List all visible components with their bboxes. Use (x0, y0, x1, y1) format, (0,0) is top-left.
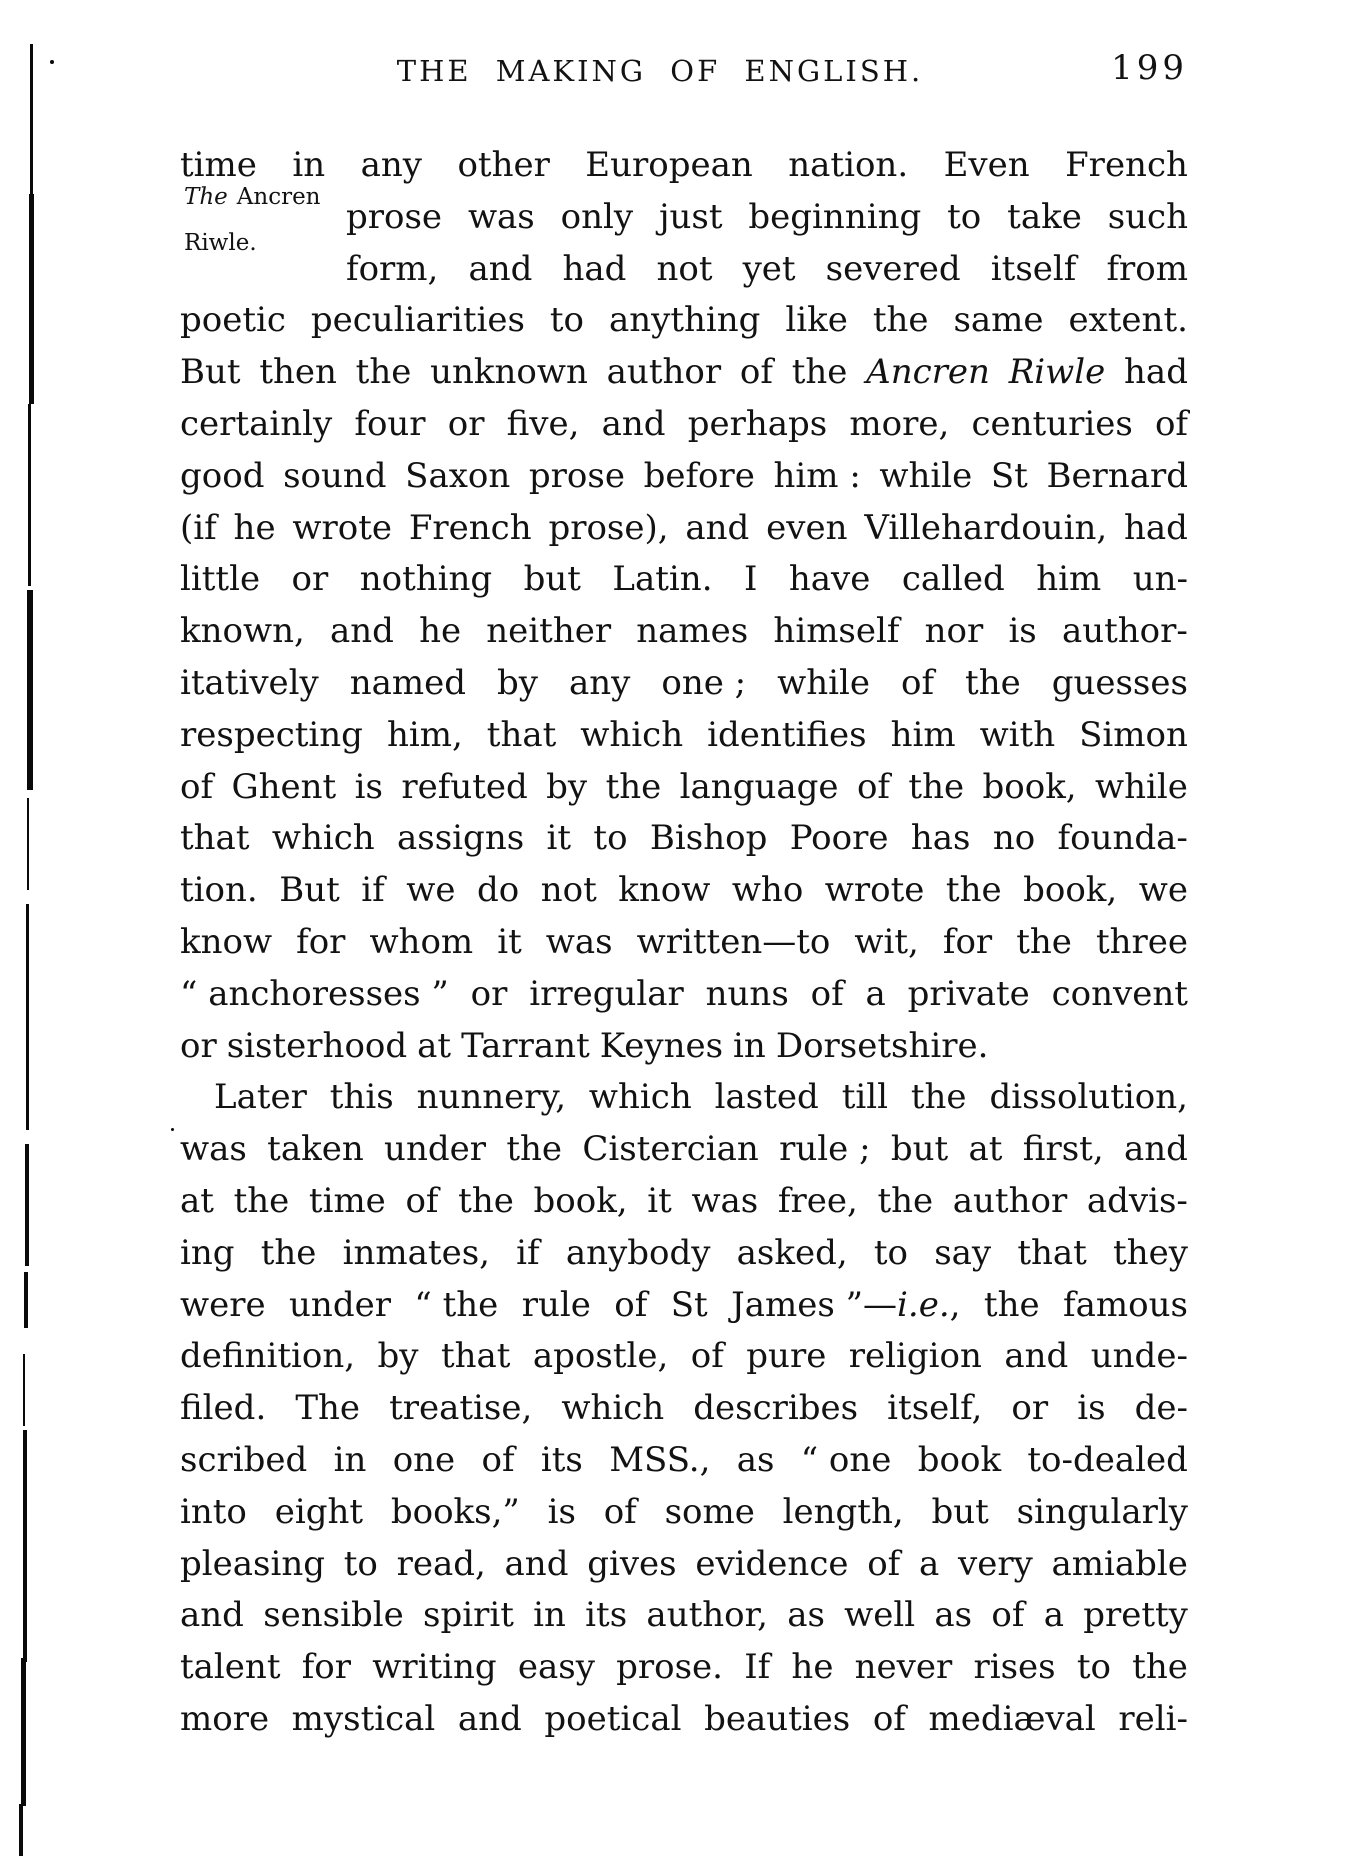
text-line: certainly four or five, and perhaps more, centuries of (180, 403, 1188, 444)
text-line: prose was only just beginning to take such (346, 196, 1188, 237)
text-line: pleasing to read, and gives evidence of a very amiable (180, 1543, 1188, 1584)
body-text-block (180, 140, 1188, 1746)
text-line: or sisterhood at Tarrant Keynes in Dorsetshire. (180, 1025, 989, 1066)
text-line: ing the inmates, if anybody asked, to say that they (180, 1232, 1188, 1273)
text-line: filed. The treatise, which describes itself, or is de- (180, 1388, 1188, 1429)
text-line: But then the unknown author of the Ancren Riwle had (180, 352, 1188, 393)
text-line: that which assigns it to Bishop Poore has no founda- (180, 818, 1188, 859)
text-line: time in any other European nation. Even French (180, 145, 1188, 185)
text-line: was taken under the Cistercian rule ; but at first, and (180, 1129, 1188, 1170)
text-line: respecting him, that which identifies him with Simon (180, 714, 1188, 755)
text-line: talent for writing easy prose. If he never rises to the (180, 1647, 1188, 1688)
text-line: known, and he neither names himself nor is author- (180, 611, 1188, 652)
text-line: little or nothing but Latin. I have called him un- (180, 559, 1188, 600)
text-line: into eight books,” is of some length, but singularly (180, 1491, 1188, 1532)
text-line: “ anchoresses ” or irregular nuns of a private convent (180, 973, 1188, 1014)
text-line: know for whom it was written—to wit, for the three (180, 921, 1188, 962)
running-head-title: THE MAKING OF ENGLISH. (396, 54, 924, 88)
page-number: 199 (1111, 48, 1188, 88)
sidenote-word: Riwle. (184, 230, 257, 256)
text-line: at the time of the book, it was free, the author advis- (180, 1180, 1188, 1221)
text-line: poetic peculiarities to anything like the same extent. (180, 300, 1188, 341)
text-line: were under “ the rule of St James ”—i.e., the famous (180, 1284, 1188, 1325)
text-line: more mystical and poetical beauties of mediæval reli- (180, 1698, 1188, 1739)
text-line: Later this nunnery, which lasted till the dissolution, (214, 1077, 1188, 1118)
text-line: definition, by that apostle, of pure religion and unde- (180, 1336, 1188, 1377)
sidenote-italic-word: The (184, 184, 228, 210)
text-line: scribed in one of its MSS., as “ one book to-dealed (180, 1439, 1188, 1480)
text-line: itatively named by any one ; while of the guesses (180, 662, 1188, 703)
text-line: and sensible spirit in its author, as well as of a pretty (180, 1595, 1188, 1636)
text-line: of Ghent is refuted by the language of the book, while (180, 766, 1188, 807)
text-line: form, and had not yet severed itself from (346, 248, 1188, 289)
text-line: tion. But if we do not know who wrote the book, we (180, 870, 1188, 911)
sidenote-word: Ancren (236, 184, 321, 210)
text-line: (if he wrote French prose), and even Villehardouin, had (180, 507, 1188, 548)
text-line: good sound Saxon prose before him : while St Bernard (180, 455, 1188, 496)
